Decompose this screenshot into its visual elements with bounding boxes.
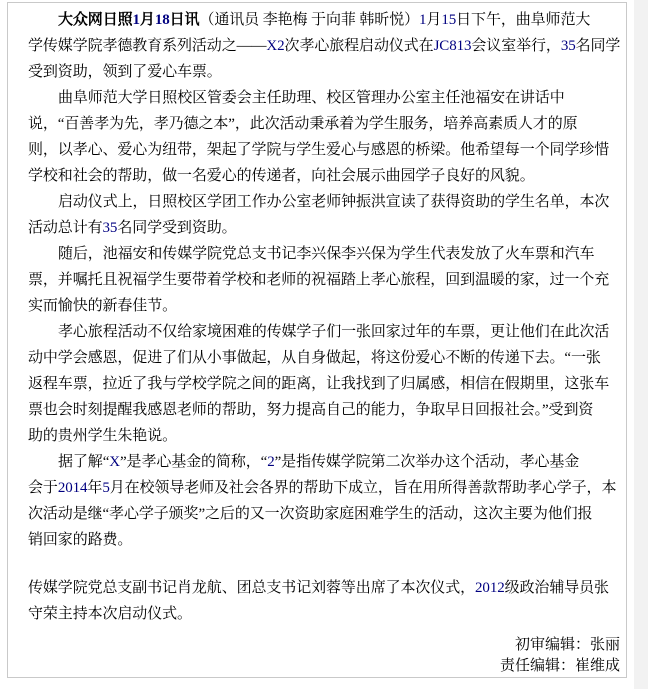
text-run: 随后，池福安和传媒学院党总支书记李兴保李兴保为学生代表发放了火车票和汽车 [58,246,595,262]
text-run: 实而愉快的新春佳节。 [28,298,178,314]
text-line [28,501,622,527]
scrollbar-track[interactable] [634,0,648,689]
paragraph [28,575,622,627]
text-run: 说，“百善孝为先，孝乃德之本”，此次活动秉承着为学生服务，培养高素质人才的原 [28,116,578,132]
paragraph [28,189,622,241]
paragraph [28,241,622,319]
text-run: 据了解“ [58,454,110,470]
inline-number: 2012 [475,580,505,596]
text-line [28,33,622,59]
text-run: 名同学 [575,38,621,54]
text-line [28,601,622,627]
text-line [28,85,622,111]
text-run: 次活动是继“孝心学子颁奖”之后的又一次资助家庭困难学生的活动，这次主要为他们报 [28,506,593,522]
text-line [28,163,622,189]
text-line [28,7,622,33]
text-run: 孝心旅程活动不仅给家境困难的传媒学子们一张回家过年的车票，更让他们在此次活 [58,324,610,340]
inline-number: JC813 [433,38,472,54]
text-line [28,319,622,345]
text-line [28,449,622,475]
text-line [28,137,622,163]
text-run: 票，并嘱托且祝福学生要带着学校和老师的祝福踏上孝心旅程，回到温暖的家，过一个充 [28,272,610,288]
paragraph [28,85,622,189]
text-line [28,241,622,267]
inline-number: X2 [266,38,285,54]
text-run: 受到资助，领到了爱心车票。 [28,64,222,80]
inline-number: 15 [441,12,457,28]
text-run: 级政治辅导员张 [504,580,609,596]
bold-text-run: 日讯 [169,12,200,28]
bold-inline-number: 18 [154,12,170,28]
bold-text-run: 月 [139,12,155,28]
text-run: 销回家的路费。 [28,532,133,548]
text-run: 曲阜师范大学日照校区管委会主任助理、校区管理办公室主任池福安在讲话中 [58,90,565,106]
text-line [28,215,622,241]
text-run: 月在校领导老师及社会各界的帮助下成立，旨在用所得善款帮助孝心学子，本 [109,480,617,496]
text-run: （通讯员 李艳梅 于向菲 韩昕悦） [199,12,420,28]
text-line [28,371,622,397]
text-run: 学校和社会的帮助，做一名爱心的传递者，向社会展示曲园学子良好的风貌。 [28,168,535,184]
text-run: 年 [87,480,103,496]
text-run: 次孝心旅程启动仪式在 [284,38,434,54]
text-run: 票也会时刻提醒我感恩老师的帮助，努力提高自己的能力，争取早日回报社会。”受到资 [28,402,594,418]
text-line [28,345,622,371]
text-run: 会议室举行， [471,38,561,54]
text-line [28,527,622,553]
text-line [28,575,622,601]
article-body [8,3,626,627]
bold-inline-number: 1 [132,12,140,28]
text-line [28,423,622,449]
editor-credits [8,627,626,677]
text-run: ”是指传媒学院第二次举办这个活动，孝心基金 [274,454,580,470]
text-run: 则，以孝心、爱心为纽带，架起了学院与学生爱心与感恩的桥梁。他希望每一个同学珍惜 [28,142,610,158]
text-run: 日下午，曲阜师范大 [456,12,591,28]
text-run: 月 [426,12,442,28]
inline-number: 2014 [57,480,88,496]
text-line [28,267,622,293]
text-run: 守荣主持本次启动仪式。 [28,606,192,622]
text-run: 启动仪式上，日照校区学团工作办公室老师钟振洪宣读了获得资助的学生名单，本次 [58,194,610,210]
bold-text-run: 大众网日照 [58,12,133,28]
inline-number: X [109,454,120,470]
text-run: 名同学受到资助。 [117,220,237,236]
text-run: 会于 [28,480,58,496]
text-line [28,475,622,501]
text-line [28,293,622,319]
paragraph [28,319,622,449]
text-run: 返程车票，拉近了我与学校学院之间的距离，让我找到了归属感，相信在假期里，这张车 [28,376,610,392]
inline-number: 1 [419,12,427,28]
text-run: 助的贵州学生朱艳说。 [28,428,178,444]
text-run: 动中学会感恩，促进了们从小事做起，从自身做起，将这份爱心不断的传递下去。“一张 [28,350,601,366]
editor-line: 初审编辑：张丽 [514,637,620,653]
text-line [28,397,622,423]
text-run: 传媒学院党总支副书记肖龙航、团总支书记刘蓉等出席了本次仪式， [28,580,476,596]
article-page [7,2,627,678]
text-line [28,111,622,137]
inline-number: 5 [102,480,110,496]
text-run: 活动总计有 [28,220,103,236]
editor-line: 责任编辑：崔维成 [499,658,620,674]
paragraph [28,7,622,85]
text-line [28,189,622,215]
inline-number: 35 [102,220,118,236]
inline-number: 2 [267,454,275,470]
text-run: ”是孝心基金的简称，“ [120,454,268,470]
inline-number: 35 [560,38,576,54]
paragraph [28,449,622,553]
text-run: 学传媒学院孝德教育系列活动之—— [28,38,267,54]
text-line [28,59,622,85]
